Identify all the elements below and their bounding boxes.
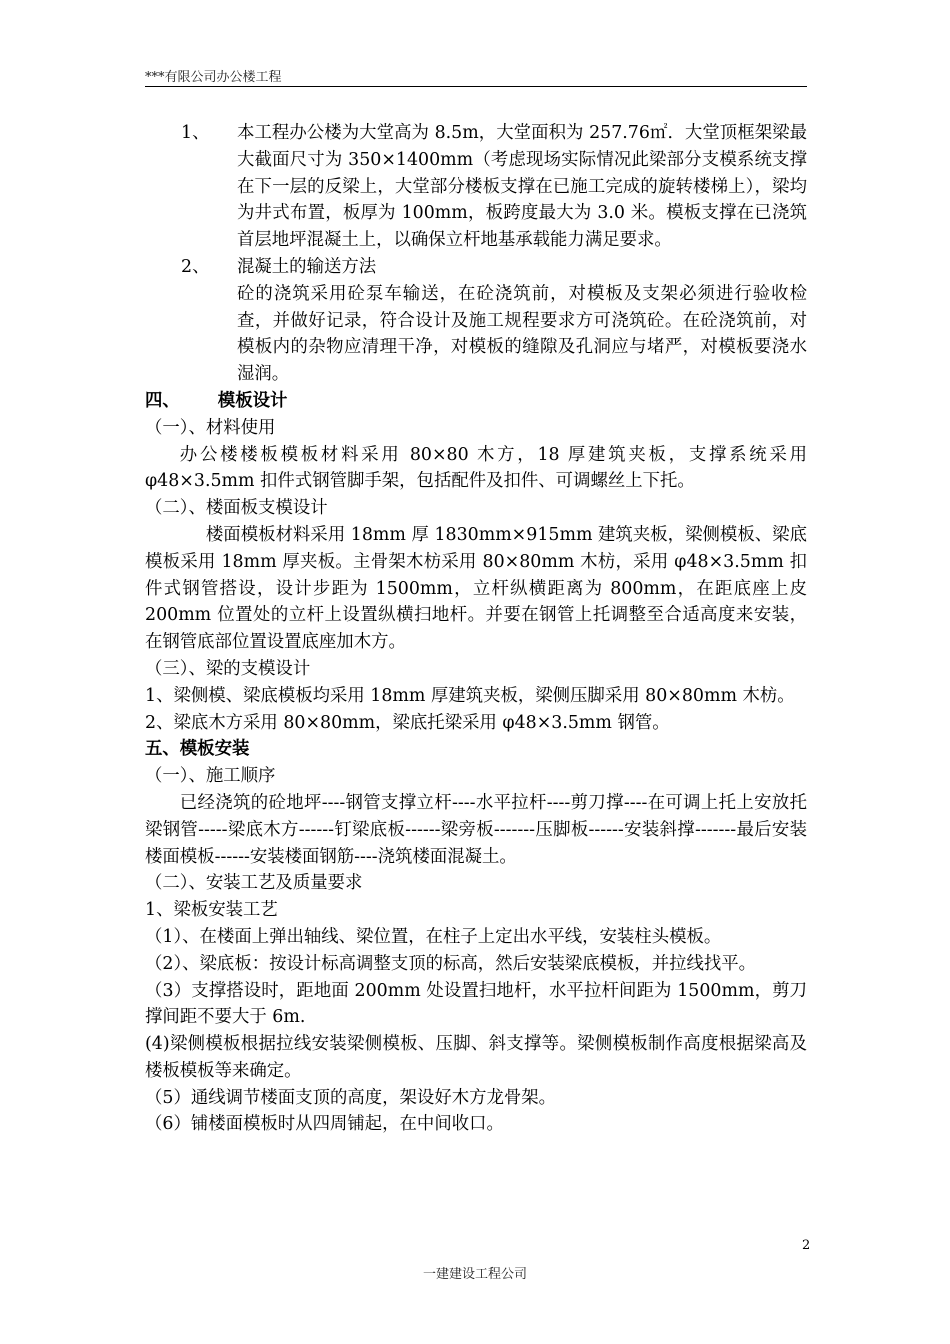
paragraph: (4)梁侧模板根据拉线安装梁侧模板、压脚、斜支撑等。梁侧模板制作高度根据梁高及楼板模板等来确定。 (145, 1034, 807, 1081)
paragraph: 办公楼楼板模板材料采用 80×80 木方，18 厚建筑夹板，支撑系统采用 φ48×3.5mm 扣件式钢管脚手架，包括配件及扣件、可调螺丝上下托。 (145, 444, 807, 492)
page-number: 2 (802, 1238, 811, 1253)
paragraph: 砼的浇筑采用砼泵车输送，在砼浇筑前，对模板及支架必须进行验收检查，并做好记录，符合设计及施工规程要求方可浇筑砼。在砼浇筑前，对模板内的杂物应清理干净，对模板的缝隙及孔洞应与堵严，对模板要浇水湿润。 (237, 283, 807, 385)
paragraph: 2、梁底木方采用 80×80mm，梁底托梁采用 φ48×3.5mm 钢管。 (145, 712, 670, 733)
list-number: 1、 (181, 123, 210, 143)
list-item (145, 254, 807, 281)
paragraph: （6）铺楼面模板时从四周铺起，在中间收口。 (145, 1114, 504, 1135)
subsection-heading: （二）、安装工艺及质量要求 (145, 873, 363, 894)
subsection-heading: （一）、材料使用 (145, 417, 276, 438)
paragraph: 已经浇筑的砼地坪----钢管支撑立杆----水平拉杆----剪刀撑----在可调上托上安放托梁钢管-----梁底木方------钉梁底板------梁旁板-------压脚板------安装斜撑-------最后安装楼面模板------安装楼面钢筋----浇筑楼面混凝土。 (145, 792, 807, 867)
list-text: 本工程办公楼为大堂高为 8.5m，大堂面积为 257.76㎡．大堂顶框架梁最大截面尺寸为 350×1400mm（考虑现场实际情况此梁部分支模系统支撑在下一层的反梁上，大堂部分楼板支撑在已施工完成的旋转楼梯上），梁均为井式布置，板厚为 100mm，板跨度最大为 3.0 米。模板支撑在已浇筑首层地坪混凝土上，以确保立杆地基承载能力满足要求。 (237, 123, 807, 251)
paragraph: 1、梁板安装工艺 (145, 900, 278, 921)
header-rule (145, 86, 807, 87)
paragraph: （3）支撑搭设时，距地面 200mm 处设置扫地杆，水平拉杆间距为 1500mm，剪刀撑间距不要大于 6m. (145, 980, 807, 1028)
paragraph: 1、梁侧模、梁底模板均采用 18mm 厚建筑夹板，梁侧压脚采用 80×80mm 木枋。 (145, 685, 795, 706)
subsection-heading: （二）、楼面板支模设计 (145, 498, 328, 519)
paragraph: （2）、梁底板：按设计标高调整支顶的标高，然后安装梁底模板，并拉线找平。 (145, 953, 757, 974)
footer-text: 一建建设工程公司 (422, 1267, 527, 1282)
document-body (145, 120, 807, 1138)
section-title: 模板设计 (217, 390, 288, 411)
paragraph: （1）、在楼面上弹出轴线、梁位置，在柱子上定出水平线，安装柱头模板。 (145, 926, 722, 947)
paragraph: 楼面模板材料采用 18mm 厚 1830mm×915mm 建筑夹板，梁侧模板、梁底模板采用 18mm 厚夹板。主骨架木枋采用 80×80mm 木枋，采用 φ48×3.5mm 扣件式钢管搭设，设计步距为 1500mm，立杆纵横距离为 800mm，在距底座上皮 200mm 位置处的立杆上设置纵横扫地杆。并要在钢管上托调整至合适高度来安装，在钢管底部位置设置底座加木方。 (145, 524, 807, 653)
subsection-heading: （三）、梁的支模设计 (145, 658, 311, 679)
section-heading (145, 388, 807, 415)
list-item (145, 120, 807, 254)
subsection-heading: （一）、施工顺序 (145, 766, 276, 787)
section-number: 四、 (145, 390, 180, 411)
paragraph: （5）通线调节楼面支顶的高度，架设好木方龙骨架。 (145, 1087, 557, 1108)
list-number: 2、 (181, 256, 210, 277)
section-heading: 五、模板安装 (145, 739, 250, 760)
list-text: 混凝土的输送方法 (237, 256, 377, 277)
header-title: ***有限公司办公楼工程 (145, 70, 282, 85)
